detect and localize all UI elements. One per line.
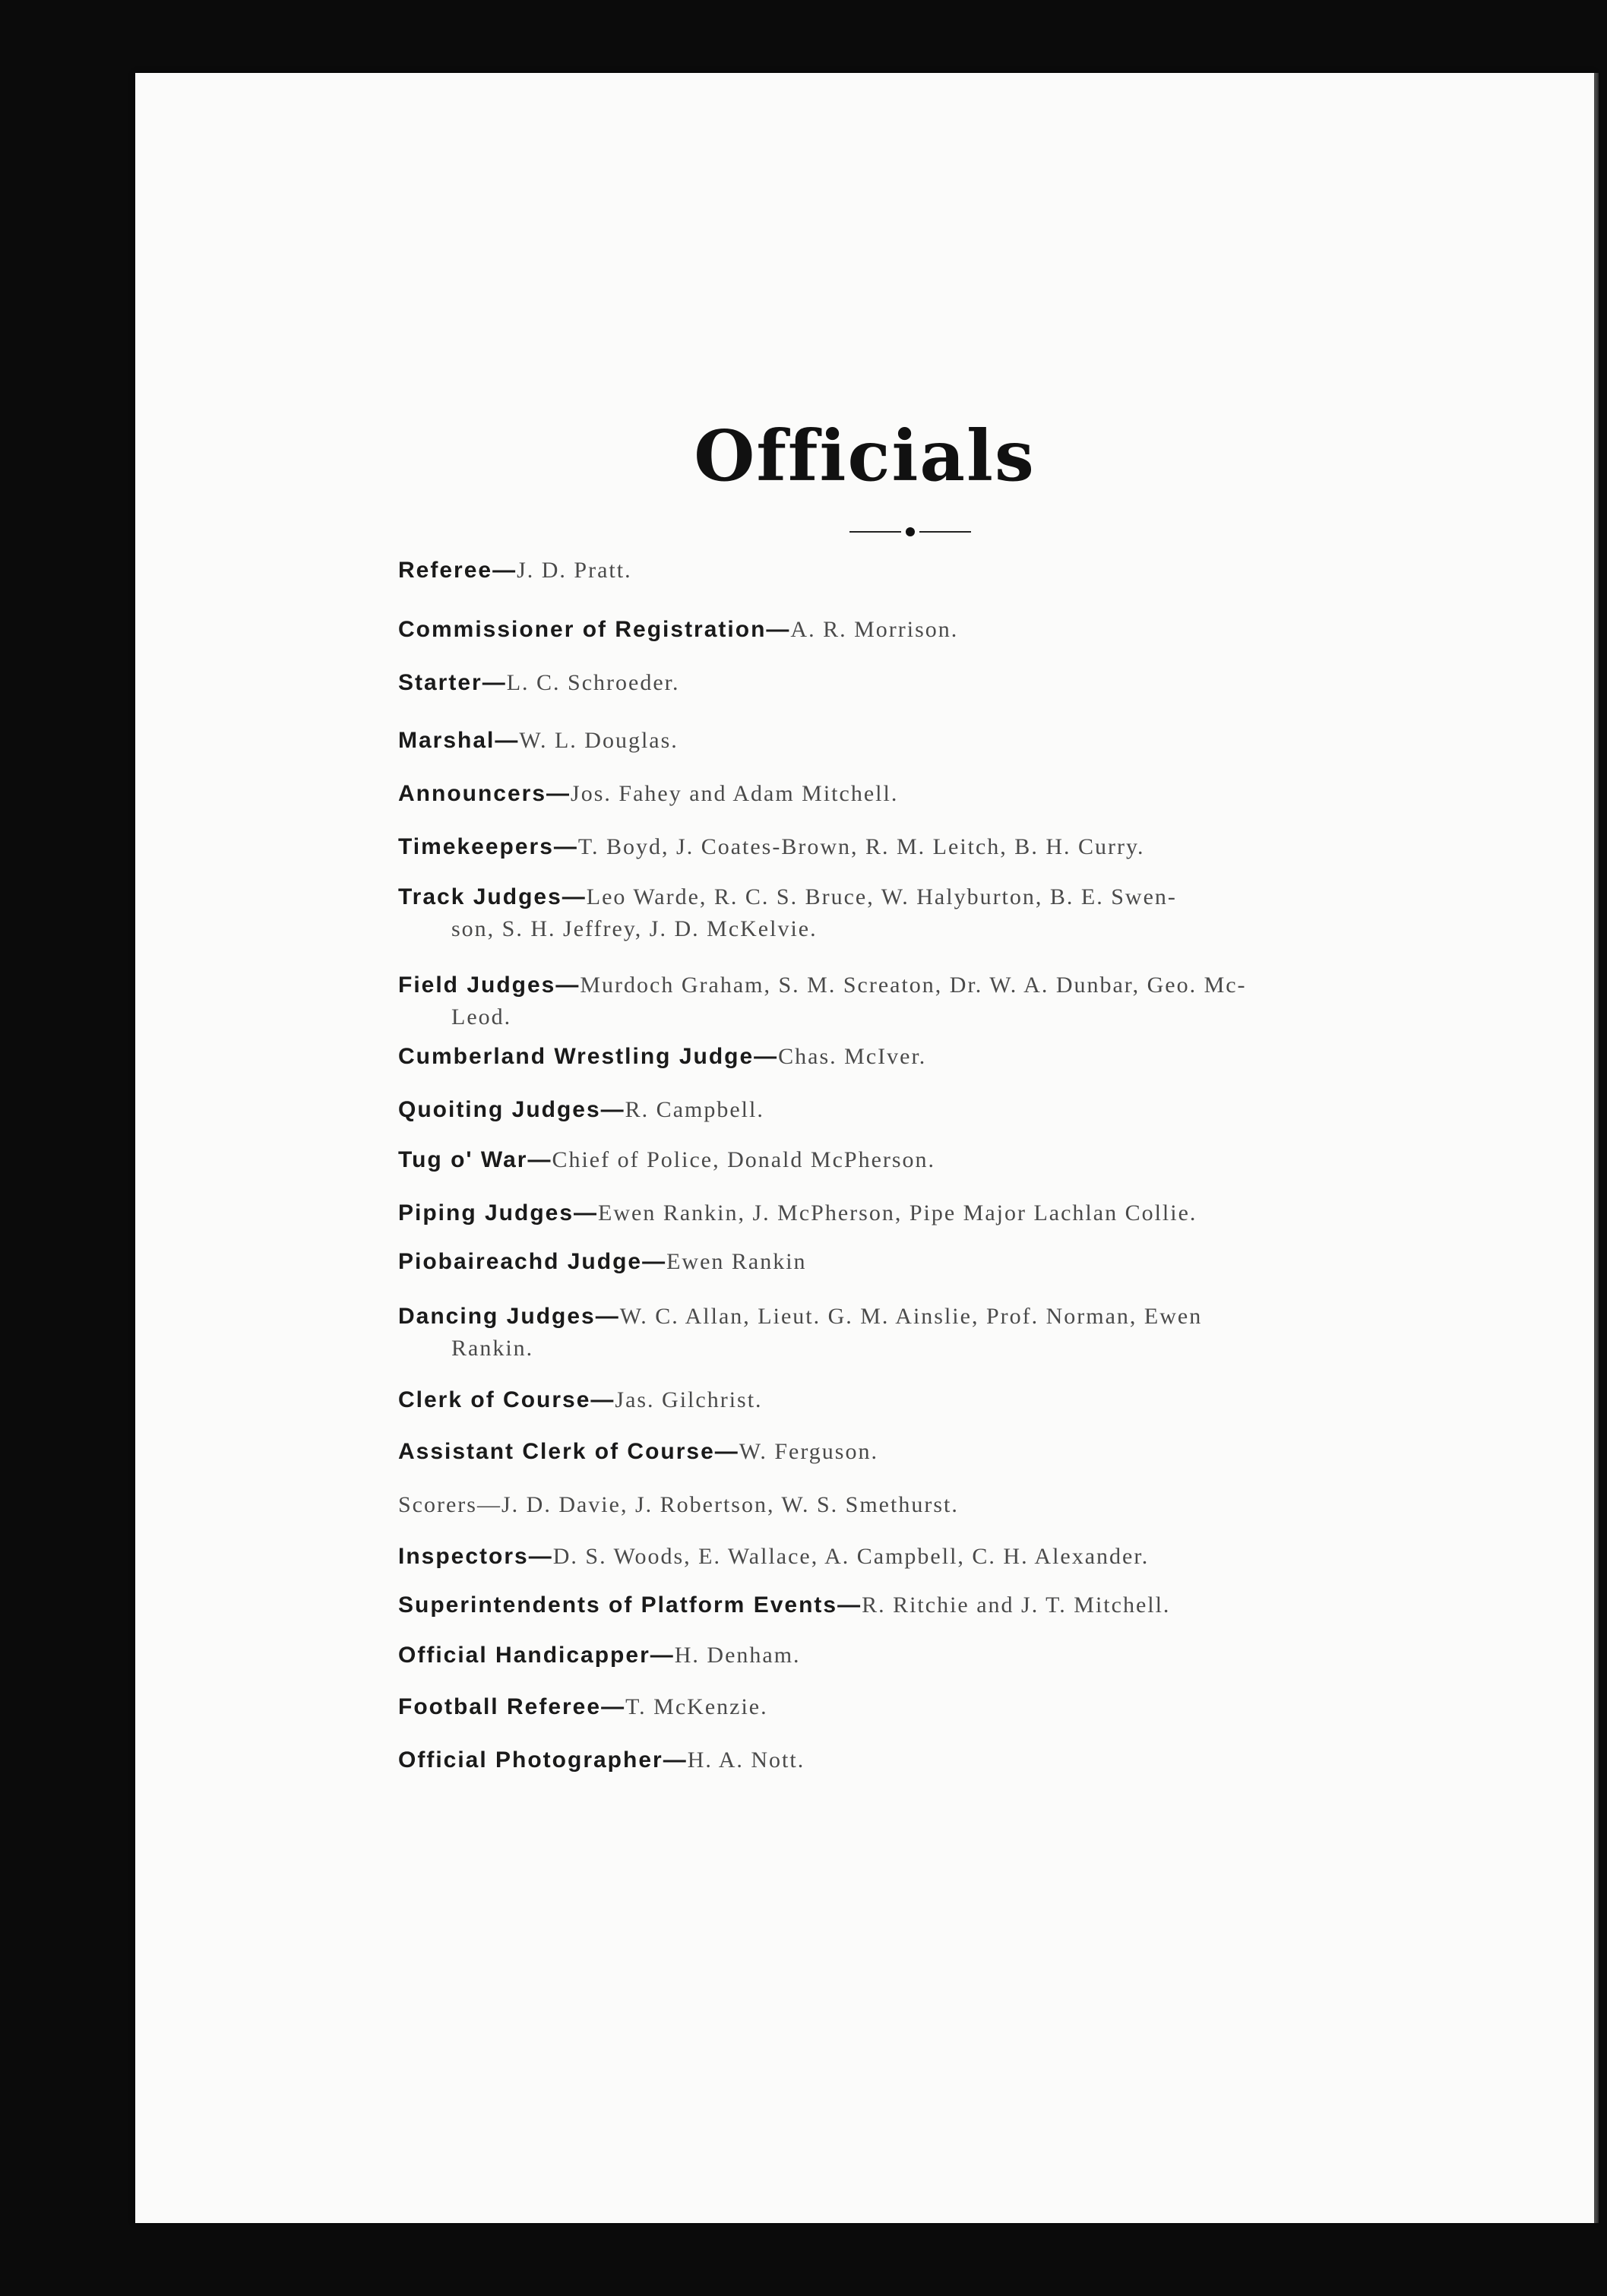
official-entry: Starter—L. C. Schroeder.: [398, 670, 680, 695]
official-role: Quoiting Judges: [398, 1097, 601, 1122]
official-role: Football Referee: [398, 1694, 602, 1719]
official-names: Chas. McIver.: [778, 1044, 927, 1069]
official-entry: Quoiting Judges—R. Campbell.: [398, 1097, 764, 1122]
official-names: Jos. Fahey and Adam Mitchell.: [571, 781, 899, 806]
official-entry: Official Handicapper—H. Denham.: [398, 1643, 801, 1668]
official-names: D. S. Woods, E. Wallace, A. Campbell, C. H. Alexander.: [552, 1544, 1150, 1569]
official-role: Track Judges: [398, 884, 562, 909]
official-entry: Announcers—Jos. Fahey and Adam Mitchell.: [398, 781, 899, 806]
official-entry: Dancing Judges—W. C. Allan, Lieut. G. M. Ainslie, Prof. Norman, Ewen Rankin.: [398, 1301, 1599, 1365]
official-entry: Scorers—J. D. Davie, J. Robertson, W. S. Smethurst.: [398, 1492, 959, 1517]
official-entry: Cumberland Wrestling Judge—Chas. McIver.: [398, 1044, 927, 1069]
official-names: A. R. Morrison.: [790, 617, 959, 642]
official-entry: Tug o' War—Chief of Police, Donald McPherson.: [398, 1147, 936, 1172]
official-names: R. Campbell.: [625, 1097, 764, 1122]
official-names: Ewen Rankin, J. McPherson, Pipe Major Lachlan Collie.: [598, 1200, 1197, 1225]
official-names: W. Ferguson.: [739, 1439, 878, 1464]
official-names-continued: Leod.: [451, 1004, 512, 1029]
official-role: Tug o' War: [398, 1147, 528, 1172]
official-entry: Inspectors—D. S. Woods, E. Wallace, A. Campbell, C. H. Alexander.: [398, 1544, 1150, 1569]
official-entry: Timekeepers—T. Boyd, J. Coates-Brown, R. M. Leitch, B. H. Curry.: [398, 834, 1145, 859]
official-role: Official Handicapper: [398, 1643, 650, 1668]
official-names: Murdoch Graham, S. M. Screaton, Dr. W. A. Dunbar, Geo. Mc-: [580, 972, 1247, 998]
official-role: Announcers: [398, 781, 547, 806]
official-role: Superintendents of Platform Events: [398, 1592, 838, 1618]
official-entry: Track Judges—Leo Warde, R. C. S. Bruce, W. Halyburton, B. E. Swen- son, S. H. Jeffrey, J. D. McKelvie.: [398, 881, 1599, 945]
official-entry: Assistant Clerk of Course—W. Ferguson.: [398, 1439, 878, 1464]
official-names: J. D. Pratt.: [517, 558, 632, 583]
official-entry: Piobaireachd Judge—Ewen Rankin: [398, 1249, 807, 1274]
ornament-rule-right: [919, 531, 971, 533]
official-names: W. C. Allan, Lieut. G. M. Ainslie, Prof. Norman, Ewen: [619, 1304, 1203, 1329]
official-role: Commissioner of Registration: [398, 617, 767, 642]
official-role: Inspectors: [398, 1544, 529, 1569]
official-role: Referee: [398, 558, 493, 583]
official-names: H. A. Nott.: [687, 1747, 805, 1773]
official-entry: Clerk of Course—Jas. Gilchrist.: [398, 1387, 763, 1412]
official-entry: Football Referee—T. McKenzie.: [398, 1694, 768, 1719]
official-role: Clerk of Course: [398, 1387, 591, 1412]
official-names: L. C. Schroeder.: [506, 670, 680, 695]
official-names: R. Ritchie and J. T. Mitchell.: [862, 1592, 1171, 1618]
official-names: Chief of Police, Donald McPherson.: [552, 1147, 936, 1172]
official-names-continued: Rankin.: [451, 1336, 534, 1361]
page-title: Officials: [694, 415, 1036, 497]
official-names: Jas. Gilchrist.: [615, 1387, 763, 1412]
official-entry: Referee—J. D. Pratt.: [398, 558, 632, 583]
official-names: Ewen Rankin: [666, 1249, 807, 1274]
official-entry: Piping Judges—Ewen Rankin, J. McPherson, Pipe Major Lachlan Collie.: [398, 1200, 1197, 1225]
official-role: Scorers: [398, 1492, 477, 1517]
official-names: T. McKenzie.: [625, 1694, 768, 1719]
official-role: Cumberland Wrestling Judge: [398, 1044, 754, 1069]
official-names: H. Denham.: [674, 1643, 801, 1668]
ornament-rule-left: [849, 531, 901, 533]
official-role: Assistant Clerk of Course: [398, 1439, 715, 1464]
official-names: T. Boyd, J. Coates-Brown, R. M. Leitch, B. H. Curry.: [577, 834, 1145, 859]
official-role: Piobaireachd Judge: [398, 1249, 643, 1274]
official-role: Starter: [398, 670, 482, 695]
official-names-continued: son, S. H. Jeffrey, J. D. McKelvie.: [451, 916, 818, 941]
official-entry: Field Judges—Murdoch Graham, S. M. Screaton, Dr. W. A. Dunbar, Geo. Mc- Leod.: [398, 969, 1599, 1033]
official-role: Official Photographer: [398, 1747, 663, 1773]
official-role: Marshal: [398, 728, 495, 753]
official-names: J. D. Davie, J. Robertson, W. S. Smethurst.: [501, 1492, 959, 1517]
official-names: Leo Warde, R. C. S. Bruce, W. Halyburton, B. E. Swen-: [586, 884, 1177, 909]
official-role: Timekeepers: [398, 834, 554, 859]
official-role: Dancing Judges: [398, 1304, 596, 1329]
official-names: W. L. Douglas.: [519, 728, 679, 753]
title-ornament: [849, 527, 971, 536]
official-entry: Commissioner of Registration—A. R. Morrison.: [398, 617, 959, 642]
official-entry: Official Photographer—H. A. Nott.: [398, 1747, 805, 1773]
official-entry: Marshal—W. L. Douglas.: [398, 728, 679, 753]
official-entry: Superintendents of Platform Events—R. Ritchie and J. T. Mitchell.: [398, 1592, 1171, 1618]
ornament-dot: [906, 527, 915, 536]
official-role: Field Judges: [398, 972, 556, 998]
official-role: Piping Judges: [398, 1200, 574, 1225]
